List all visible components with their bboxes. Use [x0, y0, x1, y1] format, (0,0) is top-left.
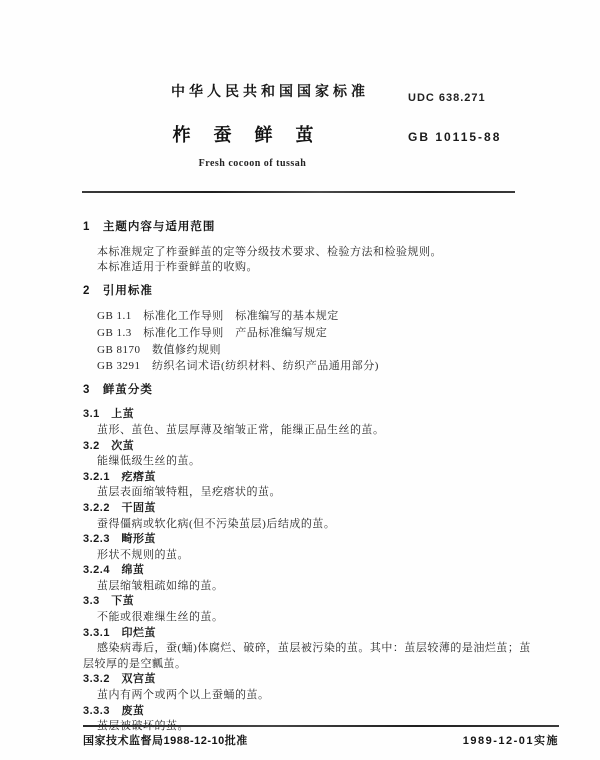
clause-text: 蚕得僵病或软化病(但不污染茧层)后结成的茧。	[97, 517, 336, 530]
clause-text: 本标准规定了柞蚕鲜茧的定等分级技术要求、检验方法和检验规则。	[97, 245, 442, 258]
clause-heading: 3.3 下茧	[83, 595, 135, 608]
standard-code: GB 10115-88	[408, 130, 502, 144]
clause-text: 不能或很难缫生丝的茧。	[97, 611, 224, 624]
reference-item: GB 1.1 标准化工作导则 标准编写的基本规定	[97, 310, 339, 323]
clause-heading: 3.1 上茧	[83, 408, 135, 421]
clause-text: 茧内有两个或两个以上蚕蛹的茧。	[97, 689, 270, 702]
clause-heading: 3.3.1 印烂茧	[83, 626, 156, 639]
document-title: 柞 蚕 鲜 茧	[172, 125, 323, 145]
clause-heading: 3.3.3 废茧	[83, 704, 145, 717]
clause-heading: 3.2.3 畸形茧	[83, 533, 156, 546]
udc-number: UDC 638.271	[408, 92, 486, 104]
clause-text: 本标准适用于柞蚕鲜茧的收购。	[97, 261, 258, 274]
footer-approval: 国家技术监督局1988-12-10批准	[83, 735, 248, 747]
clause-text: 能缫低级生丝的茧。	[97, 455, 201, 468]
clause-text: 茧层表面缩皱特粗，呈疙瘩状的茧。	[97, 486, 281, 499]
reference-item: GB 3291 纺织名词术语(纺织材料、纺织产品通用部分)	[97, 360, 379, 373]
clause-heading: 3.3.2 双宫茧	[83, 673, 156, 686]
footer-implementation: 1989-12-01实施	[462, 735, 559, 747]
clause-text: 形状不规则的茧。	[97, 548, 189, 561]
standard-name: 中华人民共和国国家标准	[171, 83, 369, 99]
reference-item: GB 1.3 标准化工作导则 产品标准编写规定	[97, 326, 328, 339]
clause-heading: 3.2.1 疙瘩茧	[83, 470, 156, 483]
clause-heading: 3.2 次茧	[83, 439, 135, 452]
reference-item: GB 8170 数值修约规则	[97, 343, 222, 356]
clause-heading: 3.2.2 干固茧	[83, 501, 156, 514]
section-heading-1: 1 主题内容与适用范围	[83, 221, 216, 233]
clause-text: 茧形、茧色、茧层厚薄及缩皱正常，能缫正品生丝的茧。	[97, 423, 385, 436]
clause-text: 感染病毒后，蚕(蛹)体腐烂、破碎，茧层被污染的茧。其中：茧层较薄的是油烂茧；茧层较厚的是空瓤茧。	[83, 642, 531, 670]
clause-text: 茧层缩皱粗疏如绵的茧。	[97, 579, 224, 592]
clause-heading: 3.2.4 绵茧	[83, 564, 145, 577]
english-title: Fresh cocoon of tussah	[198, 158, 307, 169]
section-heading-3: 3 鲜茧分类	[83, 383, 153, 396]
footer-rule	[83, 725, 559, 727]
document-footer	[83, 725, 559, 748]
section-heading-2: 2 引用标准	[83, 284, 153, 297]
header-rule	[82, 191, 515, 193]
document-body	[83, 212, 542, 735]
